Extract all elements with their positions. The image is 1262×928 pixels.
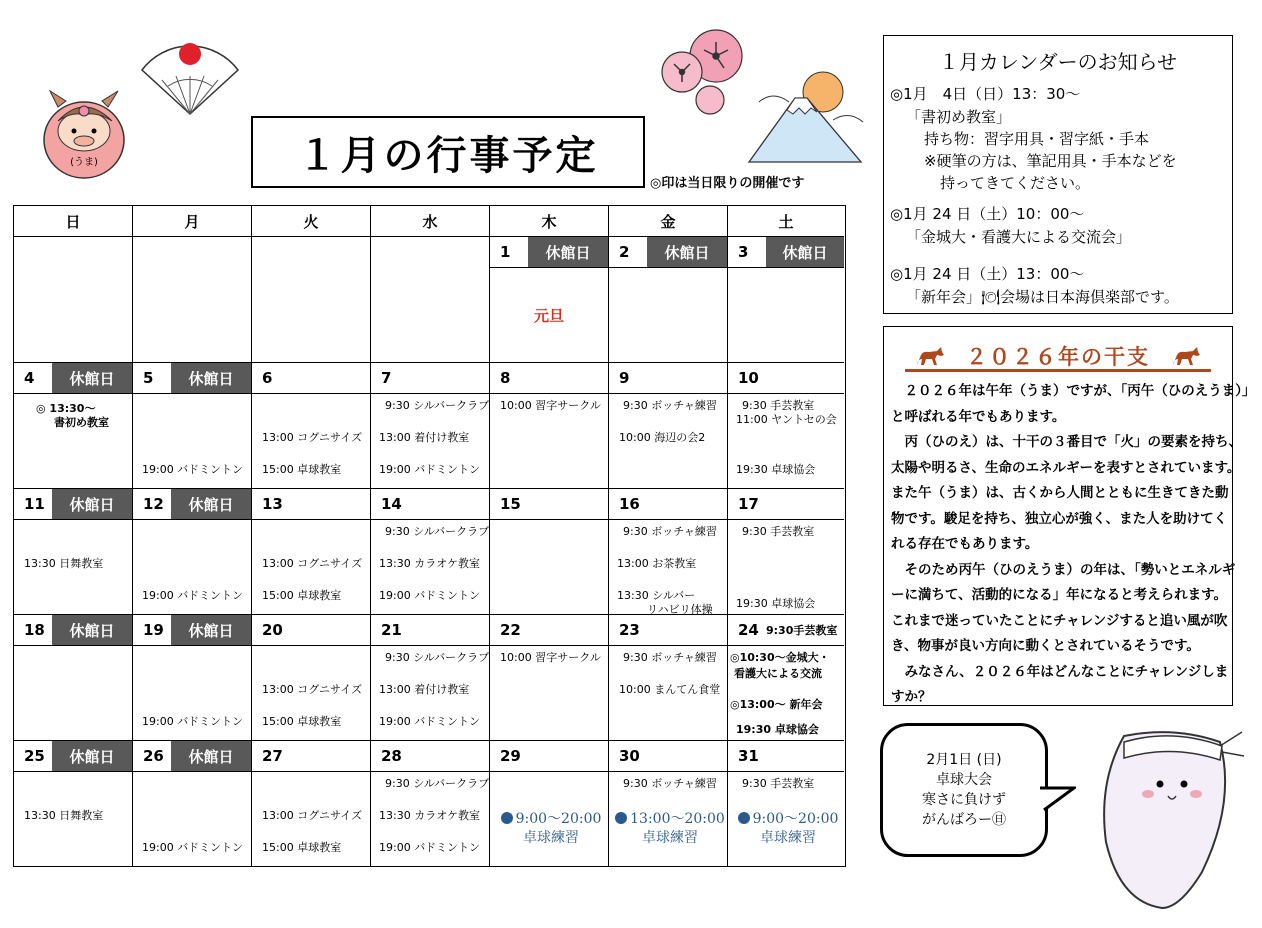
day-number: 6 [262,369,273,387]
closed-day-badge: 休館日 [171,363,251,393]
table-tennis-practice [494,810,608,848]
day-header [609,489,727,520]
event-entry: 13:30 カラオケ教室 [379,809,480,822]
day-number: 7 [381,369,392,387]
day-cell-13 [252,489,371,615]
notice-line: 持ってきてください。 [940,174,1091,192]
bubble-line: 2月1日 (日) [926,752,1002,768]
day-cell-27 [252,741,371,866]
event-entry: 書初め教室 [54,416,109,429]
event-entry: 13:30 カラオケ教室 [379,557,480,570]
page-title-box [251,116,645,188]
event-entry: 13:00 お茶教室 [617,557,697,570]
practice-label: 卓球練習 [523,830,579,846]
page-title: １月の行事予定 [297,131,599,179]
event-entry: 9:30 手芸教室 [742,399,815,412]
eto-line: そのため丙午（ひのえうま）の年は、「勢いとエネルギ [891,561,1236,578]
day-number: 26 [143,747,164,765]
day-header [609,615,727,646]
bubble-line: がんばろー㊐ [922,812,1006,828]
svg-text:(うま): (うま) [70,157,98,168]
event-entry: 15:00 卓球教室 [262,463,342,476]
day-header [490,237,608,268]
event-entry: 10:00 まんてん食堂 [619,683,721,696]
day-cell-2 [609,237,728,363]
bubble-line: 卓球大会 [936,772,992,788]
day-number: 25 [24,747,45,765]
closed-day-badge: 休館日 [171,615,251,645]
notice-line: ※硬筆の方は、筆記用具・手本などを [924,152,1177,170]
event-entry: 9:30 シルバークラブ [385,525,490,538]
day-header [14,741,132,772]
day-number: 17 [738,495,759,513]
event-entry: 13:30 シルバー [617,589,696,602]
day-header [371,615,489,646]
title-note: ◎印は当日限りの開催です [650,176,805,191]
day-cell-30 [609,741,728,866]
event-entry: 19:00 バドミントン [142,841,243,854]
day-number: 14 [381,495,402,513]
weekday-header: 日 [14,206,133,237]
eto-line: 太陽や明るさ、生命のエネルギーを表すとされています。 [891,459,1241,476]
bubble-line: 寒さに負けず [922,792,1006,808]
day-number: 20 [262,621,283,639]
day-number: 19 [143,621,164,639]
day-number: 11 [24,495,45,513]
day-header [252,489,370,520]
event-entry: 10:00 海辺の会2 [619,431,706,444]
day-cell-12 [133,489,252,615]
day-header [133,615,251,646]
day-header [490,489,608,520]
day-header [14,615,132,646]
event-entry: 19:30 卓球協会 [736,597,816,610]
eto-line: 物です。駿足を持ち、独立心が強く、また人を助けてく [891,510,1228,527]
day-number: 12 [143,495,164,513]
eto-line: すか？ [891,689,932,705]
event-entry: 13:00 コグニサイズ [262,431,363,444]
day-number: 8 [500,369,511,387]
notice-line: ◎1月 24 日（土）13：00～ [890,265,1085,283]
event-entry: 19:00 バドミントン [142,589,243,602]
event-entry: 看護大による交流 [734,667,822,680]
day-header [728,363,844,394]
empty-day-cell [252,237,371,363]
event-entry: 15:00 卓球教室 [262,715,342,728]
eto-box [883,326,1256,706]
event-entry: 19:30 卓球協会 [736,463,816,476]
day-cell-5 [133,363,252,489]
day-header [371,741,489,772]
event-entry: 19:00 バドミントン [379,589,480,602]
closed-day-badge: 休館日 [171,489,251,519]
eto-title-wrap [905,345,1212,372]
event-entry: 9:30 手芸教室 [742,525,815,538]
closed-day-badge: 休館日 [766,237,844,267]
speech-bubble [880,723,1048,857]
eto-line: これまで迷っていたことにチャレンジすると追い風が吹 [891,612,1228,629]
notice-line: 「新年会」🍽会場は日本海倶楽部です。 [906,288,1179,306]
day-header [252,615,370,646]
day-cell-25 [14,741,133,866]
day-number: 3 [738,243,749,261]
horse-icon [1171,345,1201,367]
calendar-grid [13,205,846,867]
event-entry: 13:00 着付け教室 [379,683,470,696]
eto-line: と呼ばれる年でもあります。 [891,408,1066,425]
notice-line: 「書初め教室」 [906,108,1012,126]
weekday-header: 金 [609,206,728,237]
event-entry: 9:30 ボッチャ練習 [623,525,717,538]
day-header [728,615,844,646]
day-number: 2 [619,243,630,261]
weekday-header: 木 [490,206,609,237]
day-cell-9 [609,363,728,489]
day-cell-6 [252,363,371,489]
day-cell-16 [609,489,728,615]
empty-day-cell [133,237,252,363]
notice-title: １月カレンダーのお知らせ [938,50,1178,74]
day-header [490,741,608,772]
event-entry: ◎ 13:30～ [36,402,96,415]
table-tennis-ball-icon [615,812,627,824]
day-header [133,363,251,394]
eto-line: また午（うま）は、古くから人間とともに生きてきた動 [891,485,1229,501]
day-header [133,489,251,520]
eto-line: き、物事が良い方向に動くとされているそうです。 [891,638,1200,654]
day-cell-22 [490,615,609,741]
empty-day-cell [371,237,490,363]
closed-day-badge: 休館日 [52,489,132,519]
notice-line: ◎1月 24 日（土）10：00～ [890,205,1085,223]
closed-day-badge: 休館日 [647,237,727,267]
day-cell-28 [371,741,490,866]
day-cell-29 [490,741,609,866]
event-entry: 9:30 ボッチャ練習 [623,399,717,412]
weekday-header: 水 [371,206,490,237]
event-entry: 19:00 バドミントン [379,463,480,476]
event-entry: 9:30 シルバークラブ [385,777,490,790]
day-cell-31 [728,741,844,866]
day-header [490,363,608,394]
event-entry: 15:00 卓球教室 [262,589,342,602]
plum-blossom-illustration [652,22,752,117]
speech-bubble-tail [1040,784,1076,814]
eto-body [891,379,1256,711]
day-header [371,363,489,394]
event-entry: 9:30 シルバークラブ [385,399,490,412]
practice-time: 9:00～20:00 [515,811,602,827]
day-number: 1 [500,243,511,261]
event-entry: 13:30 日舞教室 [24,809,104,822]
event-entry: 15:00 卓球教室 [262,841,342,854]
table-tennis-ball-icon [501,812,513,824]
day-cell-15 [490,489,609,615]
day-number: 4 [24,369,35,387]
event-entry: 19:00 バドミントン [142,715,243,728]
day-number: 22 [500,621,521,639]
day-header [728,237,844,268]
table-tennis-practice [732,810,844,848]
day-cell-1 [490,237,609,363]
day-cell-20 [252,615,371,741]
daruma-horse-illustration [36,85,134,185]
day-header-event: 9:30手芸教室 [766,624,838,637]
day-number: 31 [738,747,759,765]
event-entry: 13:30 日舞教室 [24,557,104,570]
mount-fuji-illustration [745,68,865,166]
day-cell-7 [371,363,490,489]
day-header [609,363,727,394]
day-cell-11 [14,489,133,615]
closed-day-badge: 休館日 [52,363,132,393]
eto-title: ２０２６年の干支 [966,345,1150,369]
day-header [133,741,251,772]
day-number: 21 [381,621,402,639]
day-cell-8 [490,363,609,489]
closed-day-badge: 休館日 [528,237,608,267]
event-entry: 13:00 コグニサイズ [262,809,363,822]
day-number: 16 [619,495,640,513]
day-number: 24 [738,621,759,639]
day-cell-18 [14,615,133,741]
day-number: 13 [262,495,283,513]
horse-icon [915,345,945,367]
eto-line: れる存在でもあります。 [891,536,1039,552]
notice-line: 「金城大・看護大による交流会」 [906,228,1132,246]
day-cell-24 [728,615,844,741]
event-entry: 9:30 ボッチャ練習 [623,651,717,664]
closed-day-badge: 休館日 [52,741,132,771]
practice-label: 卓球練習 [642,830,698,846]
table-tennis-ball-icon [738,812,750,824]
event-entry: 9:30 手芸教室 [742,777,815,790]
event-entry: 11:00 ヤントセの会 [736,413,837,426]
eto-line: ーに満ちて、活動的になる」年になると考えられます。 [891,587,1228,603]
day-number: 9 [619,369,630,387]
day-header [252,741,370,772]
event-entry: 10:00 習字サークル [500,651,601,664]
day-number: 29 [500,747,521,765]
day-header [14,363,132,394]
day-cell-23 [609,615,728,741]
day-header [728,489,844,520]
day-number: 10 [738,369,759,387]
practice-time: 9:00～20:00 [752,811,839,827]
day-number: 28 [381,747,402,765]
day-cell-10 [728,363,844,489]
day-number: 5 [143,369,154,387]
empty-day-cell [14,237,133,363]
day-number: 30 [619,747,640,765]
holiday-label: 元旦 [533,307,564,325]
event-entry: ◎13:00～ 新年会 [730,698,823,711]
day-header [14,489,132,520]
day-cell-4 [14,363,133,489]
day-header [490,615,608,646]
day-cell-26 [133,741,252,866]
event-entry: 9:30 シルバークラブ [385,651,490,664]
day-cell-21 [371,615,490,741]
day-cell-3 [728,237,844,363]
day-cell-17 [728,489,844,615]
practice-label: 卓球練習 [760,830,816,846]
day-header [728,741,844,772]
event-entry: 19:00 バドミントン [142,463,243,476]
weekday-header: 火 [252,206,371,237]
event-entry: リハビリ体操 [647,603,713,615]
day-header [609,741,727,772]
folding-fan-illustration [138,32,243,120]
event-entry: 10:00 習字サークル [500,399,601,412]
closed-day-badge: 休館日 [52,615,132,645]
event-entry: 9:30 ボッチャ練習 [623,777,717,790]
notice-box [883,35,1233,314]
event-entry: 13:00 コグニサイズ [262,557,363,570]
notice-line: 持ち物：習字用具・習字紙・手本 [924,130,1150,148]
day-header [609,237,727,268]
eto-line: 丙（ひのえ）は、十干の３番目で「火」の要素を持ち、 [891,434,1242,450]
day-header [371,489,489,520]
event-entry: 19:00 バドミントン [379,715,480,728]
day-cell-19 [133,615,252,741]
eto-line: ２０２６年は午年（うま）ですが、「丙午（ひのえうま）」 [891,383,1256,399]
day-header [252,363,370,394]
day-number: 27 [262,747,283,765]
day-number: 18 [24,621,45,639]
eto-line: みなさん、２０２６年はどんなことにチャレンジしま [891,663,1229,680]
weekday-header: 土 [728,206,844,237]
day-number: 23 [619,621,640,639]
table-tennis-practice [613,810,727,848]
event-entry: 13:00 コグニサイズ [262,683,363,696]
event-entry: ◎10:30～金城大・ [730,651,830,664]
weekday-header: 月 [133,206,252,237]
closed-day-badge: 休館日 [171,741,251,771]
sweet-potato-character-illustration [1084,722,1244,914]
practice-time: 13:00～20:00 [630,811,725,827]
notice-line: ◎1月 4日（日）13：30～ [890,85,1081,103]
event-entry: 13:00 着付け教室 [379,431,470,444]
event-entry: 19:00 バドミントン [379,841,480,854]
day-number: 15 [500,495,521,513]
day-cell-14 [371,489,490,615]
event-entry: 19:30 卓球協会 [736,723,819,736]
